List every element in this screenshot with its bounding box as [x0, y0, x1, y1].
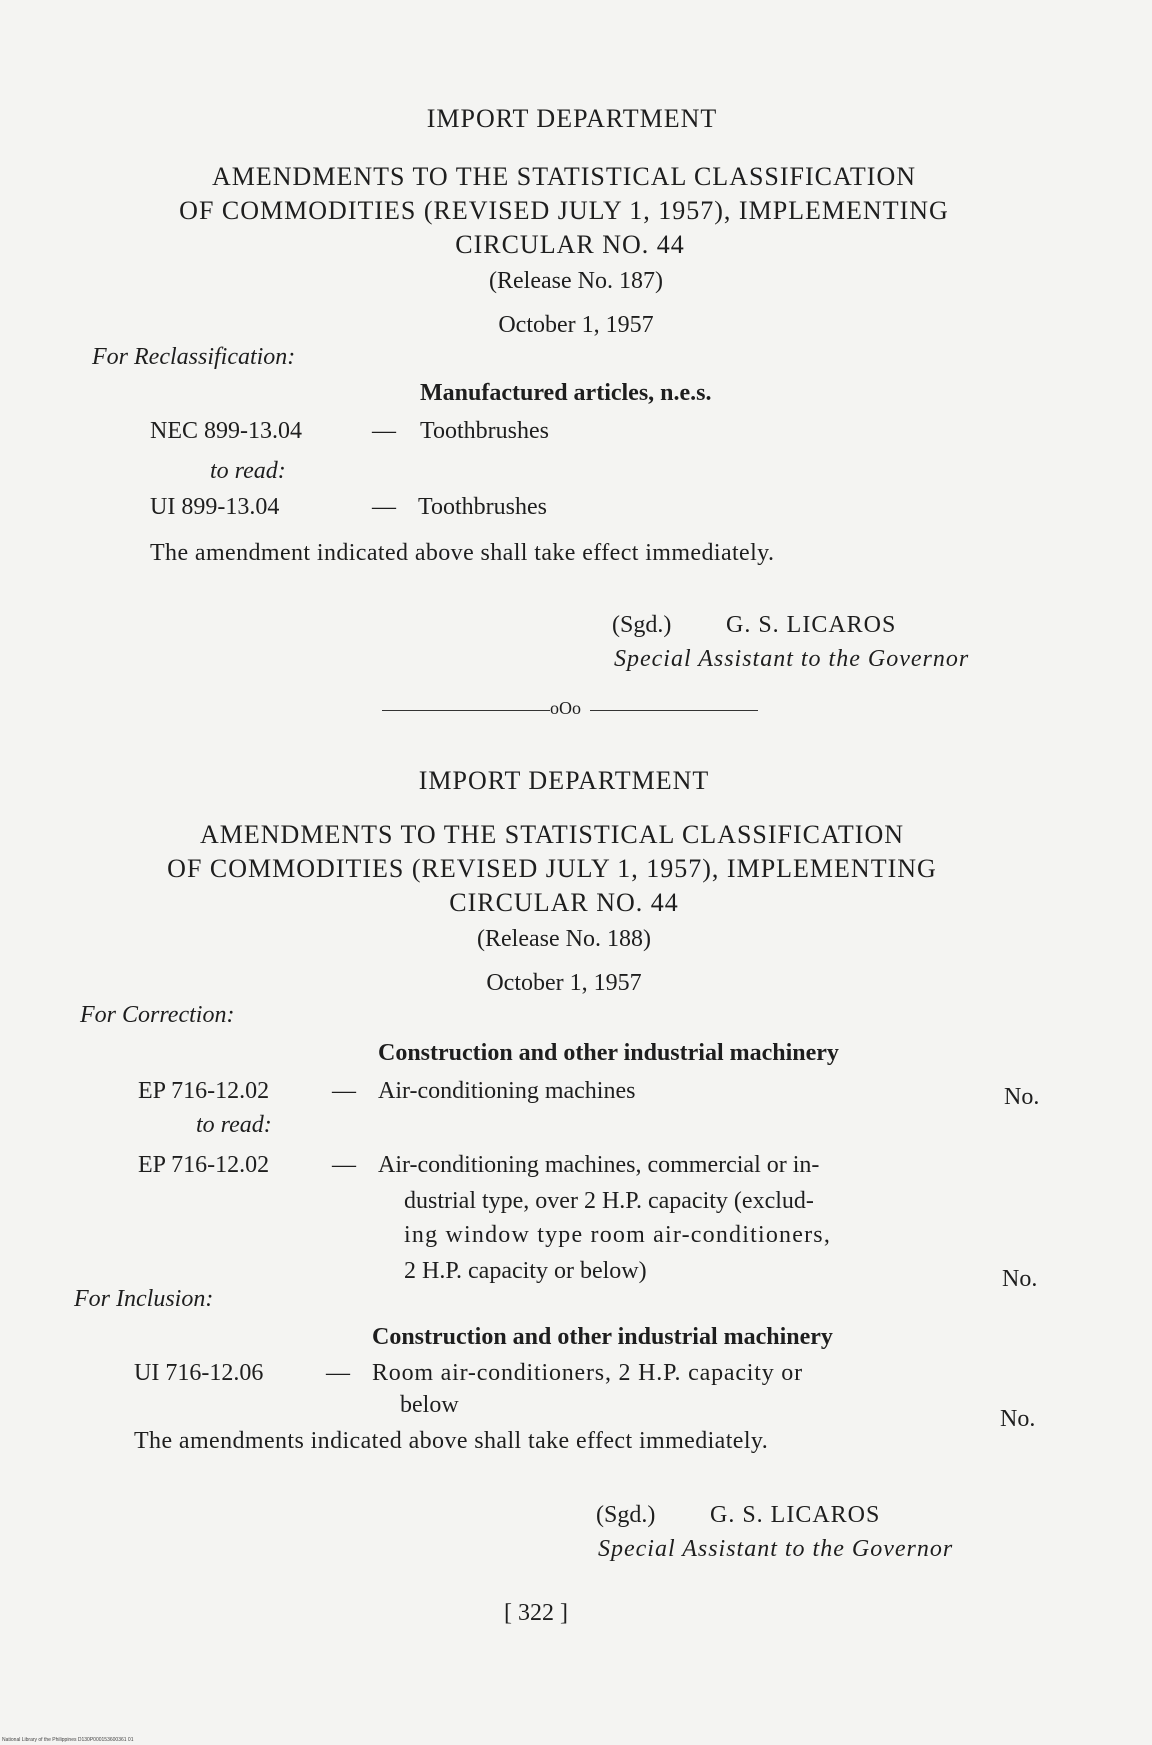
signatory-name-2: G. S. LICAROS	[710, 1502, 881, 1528]
department-heading-1: IMPORT DEPARTMENT	[426, 104, 718, 133]
description-toothbrushes: Toothbrushes	[418, 494, 547, 520]
unit-number: No.	[1002, 1266, 1038, 1292]
title-line-2a: AMENDMENTS TO THE STATISTICAL CLASSIFICATION	[200, 820, 904, 849]
archive-footer: National Library of the Philippines D130P000153600361 01	[2, 1737, 134, 1743]
dash: —	[332, 1152, 356, 1178]
code-nec-899: NEC 899-13.04	[150, 418, 302, 444]
dash: —	[372, 418, 396, 444]
code-ep-716-a: EP 716-12.02	[138, 1078, 270, 1104]
dash: —	[372, 494, 396, 520]
separator-line-right	[590, 710, 758, 711]
title-line-2b: OF COMMODITIES (REVISED JULY 1, 1957), IMPLEMENTING	[167, 854, 937, 883]
to-read-label: to read:	[196, 1112, 272, 1138]
code-ui-716: UI 716-12.06	[134, 1360, 264, 1386]
department-heading-2: IMPORT DEPARTMENT	[418, 766, 710, 795]
page-number: [ 322 ]	[504, 1600, 568, 1626]
code-ui-899: UI 899-13.04	[150, 494, 280, 520]
description-line: Room air-conditioners, 2 H.P. capacity or	[372, 1360, 803, 1386]
separator-ornament: oOo	[550, 698, 581, 718]
signatory-title-1: Special Assistant to the Governor	[614, 646, 970, 672]
signed-mark-1: (Sgd.)	[612, 612, 672, 638]
category-heading-1: Manufactured articles, n.e.s.	[420, 380, 712, 406]
release-number-1: (Release No. 187)	[489, 268, 663, 294]
unit-number: No.	[1004, 1084, 1040, 1110]
signatory-name-1: G. S. LICAROS	[726, 612, 897, 638]
reclassification-label: For Reclassification:	[92, 344, 296, 370]
release-date-2: October 1, 1957	[486, 970, 642, 996]
correction-label: For Correction:	[80, 1002, 235, 1028]
title-line-1a: AMENDMENTS TO THE STATISTICAL CLASSIFICATION	[212, 162, 916, 191]
description-line: Air-conditioning machines, commercial or in-	[378, 1152, 820, 1178]
title-line-1c: CIRCULAR NO. 44	[455, 230, 685, 259]
effect-statement-2: The amendments indicated above shall take effect immediately.	[134, 1428, 769, 1454]
description-line: below	[400, 1392, 459, 1418]
title-line-2c: CIRCULAR NO. 44	[449, 888, 679, 917]
description-line: 2 H.P. capacity or below)	[404, 1258, 647, 1284]
code-ep-716-b: EP 716-12.02	[138, 1152, 270, 1178]
to-read-label: to read:	[210, 458, 286, 484]
dash: —	[332, 1078, 356, 1104]
signed-mark-2: (Sgd.)	[596, 1502, 656, 1528]
signatory-title-2: Special Assistant to the Governor	[598, 1536, 954, 1562]
unit-number: No.	[1000, 1406, 1036, 1432]
description-line: ing window type room air-conditioners,	[404, 1222, 832, 1248]
release-date-1: October 1, 1957	[498, 312, 654, 338]
effect-statement-1: The amendment indicated above shall take effect immediately.	[150, 540, 775, 566]
description-line: dustrial type, over 2 H.P. capacity (exclud-	[404, 1188, 814, 1214]
title-line-1b: OF COMMODITIES (REVISED JULY 1, 1957), IMPLEMENTING	[179, 196, 949, 225]
description-ac-machines: Air-conditioning machines	[378, 1078, 636, 1104]
category-heading-3: Construction and other industrial machinery	[372, 1324, 833, 1350]
description-toothbrushes: Toothbrushes	[420, 418, 549, 444]
separator-line-left	[382, 710, 550, 711]
category-heading-2: Construction and other industrial machinery	[378, 1040, 839, 1066]
inclusion-label: For Inclusion:	[74, 1286, 214, 1312]
dash: —	[326, 1360, 350, 1386]
release-number-2: (Release No. 188)	[477, 926, 651, 952]
